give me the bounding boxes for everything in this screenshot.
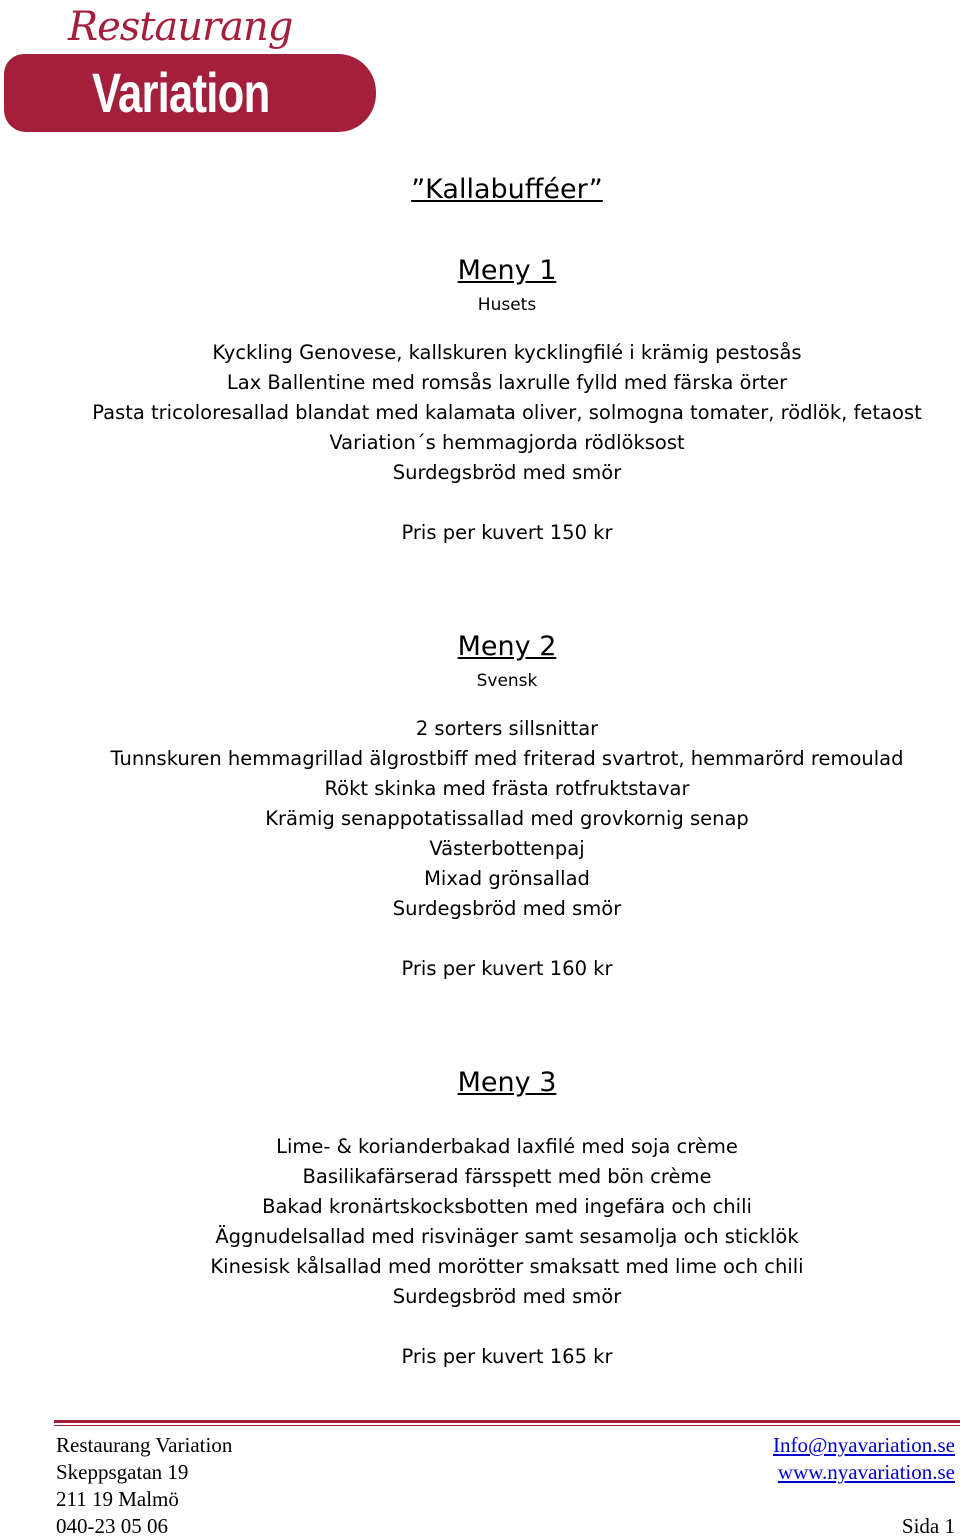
menu-1-items: [0, 338, 960, 488]
footer-street: Skeppsgatan 19: [56, 1460, 189, 1484]
menu-item: Västerbottenpaj: [429, 837, 585, 860]
menu-item: Basilikafärserad färsspett med bön crème: [302, 1165, 712, 1188]
restaurant-logo: [4, 4, 376, 132]
menu-item: Pasta tricoloresallad blandat med kalamata oliver, solmogna tomater, rödlök, fetaost: [92, 401, 922, 424]
menu-1-subtitle: Husets: [477, 295, 537, 315]
menu-item: Surdegsbröd med smör: [392, 461, 622, 484]
menu-item: 2 sorters sillsnittar: [415, 717, 599, 740]
logo-script-text: Restaurang: [68, 4, 293, 50]
menu-2-heading: Meny 2: [457, 631, 557, 662]
logo-main-text: Variation: [92, 61, 270, 124]
menu-item: Rökt skinka med frästa rotfruktstavar: [324, 777, 690, 800]
menu-item: Surdegsbröd med smör: [392, 1285, 622, 1308]
menu-item: Mixad grönsallad: [424, 867, 590, 890]
menu-1-price: Pris per kuvert 150 kr: [401, 521, 613, 544]
menu-item: Variation´s hemmagjorda rödlöksost: [329, 431, 685, 454]
menu-3-price: Pris per kuvert 165 kr: [401, 1345, 613, 1368]
email-link[interactable]: Info@nyavariation.se: [772, 1433, 955, 1457]
footer-contact: [773, 1432, 955, 1540]
page-number: Sida 1: [901, 1514, 955, 1538]
menu-item: Bakad kronärtskocksbotten med ingefära och chili: [262, 1195, 752, 1218]
website-link[interactable]: www.nyavariation.se: [777, 1460, 955, 1484]
footer-address: [56, 1432, 232, 1540]
menu-item: Krämig senappotatissallad med grovkornig senap: [265, 807, 749, 830]
footer-spacer: [773, 1486, 955, 1513]
menu-1-heading: Meny 1: [457, 255, 557, 286]
menu-item: Äggnudelsallad med risvinäger samt sesamolja och sticklök: [215, 1225, 799, 1248]
menu-2-price: Pris per kuvert 160 kr: [401, 957, 613, 980]
footer-divider-thin: [54, 1425, 960, 1426]
footer-city: 211 19 Malmö: [56, 1487, 179, 1511]
menu-2-subtitle: Svensk: [476, 671, 538, 691]
menu-item: Lime- & korianderbakad laxfilé med soja crème: [276, 1135, 738, 1158]
footer-phone: 040-23 05 06: [56, 1514, 168, 1538]
menu-item: Kyckling Genovese, kallskuren kycklingfilé i krämig pestosås: [212, 341, 802, 364]
menu-item: Tunnskuren hemmagrillad älgrostbiff med friterad svartrot, hemmarörd remoulad: [110, 747, 904, 770]
menu-item: Lax Ballentine med romsås laxrulle fylld med färska örter: [226, 371, 788, 394]
page-title: ”Kallabufféer”: [411, 174, 603, 205]
footer-name: Restaurang Variation: [56, 1433, 233, 1457]
footer-divider: [54, 1420, 960, 1423]
menu-item: Kinesisk kålsallad med morötter smaksatt med lime och chili: [210, 1255, 804, 1278]
menu-2-items: [0, 714, 960, 924]
menu-3-heading: Meny 3: [457, 1067, 557, 1098]
menu-3-items: [0, 1132, 960, 1312]
menu-item: Surdegsbröd med smör: [392, 897, 622, 920]
